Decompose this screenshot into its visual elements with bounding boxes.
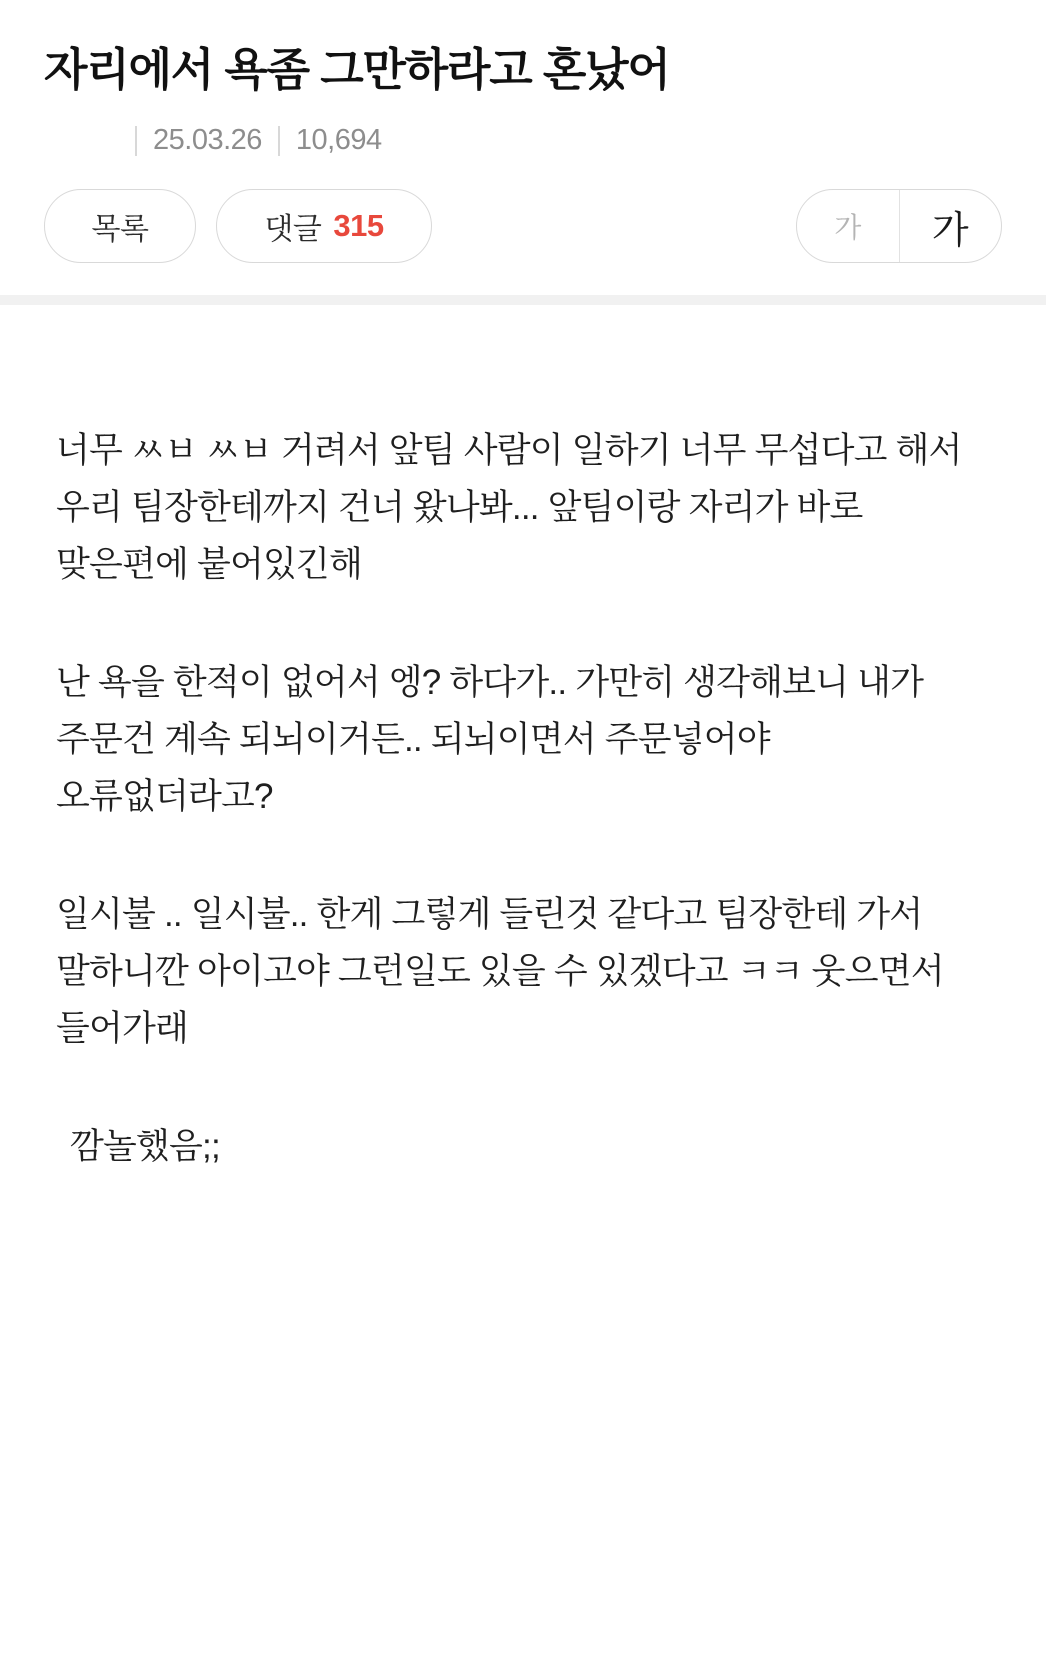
comments-button-label: 댓글 [264, 213, 322, 247]
post-paragraph: 난 욕을 한적이 없어서 엥? 하다가.. 가만히 생각해보니 내가 주문건 계속 되뇌이거든.. 되뇌이면서 주문넣어야 오류없더라고? [56, 663, 933, 816]
view-count: 10,694 [295, 124, 382, 157]
post-paragraph: 너무 ㅆㅂ ㅆㅂ 거려서 앞팀 사람이 일하기 너무 무섭다고 해서 우리 팀장한테까지 건너 왔나봐... 앞팀이랑 자리가 바로 맞은편에 붙어있긴해 [56, 431, 971, 584]
comments-button[interactable] [216, 189, 432, 263]
list-button[interactable] [44, 189, 196, 263]
font-size-large-option[interactable] [900, 190, 1002, 262]
post-header [0, 0, 1046, 263]
list-button-label: 목록 [91, 213, 149, 247]
font-size-small-label: 가 [834, 212, 862, 244]
post-body [0, 305, 1046, 1670]
action-bar [44, 189, 1002, 263]
font-size-toggle[interactable] [796, 189, 1002, 263]
post-meta [44, 124, 1002, 157]
font-size-large-label: 가 [931, 209, 969, 252]
post-paragraph: 일시불 .. 일시불.. 한게 그렇게 들린것 같다고 팀장한테 가서 말하니깐 아이고야 그런일도 있을 수 있겠다고 ㅋㅋ 웃으면서 들어가래 [56, 895, 953, 1048]
page-title: 자리에서 욕좀 그만하라고 혼났어 [44, 44, 670, 95]
meta-divider-left [135, 126, 137, 156]
action-buttons-group [44, 189, 432, 263]
meta-divider-right [278, 126, 280, 156]
comments-count-badge: 315 [333, 208, 384, 244]
post-date: 25.03.26 [153, 124, 262, 157]
section-divider [0, 295, 1046, 305]
font-size-small-option[interactable] [797, 190, 900, 262]
post-paragraph: 깜놀했음;; [70, 1127, 220, 1167]
